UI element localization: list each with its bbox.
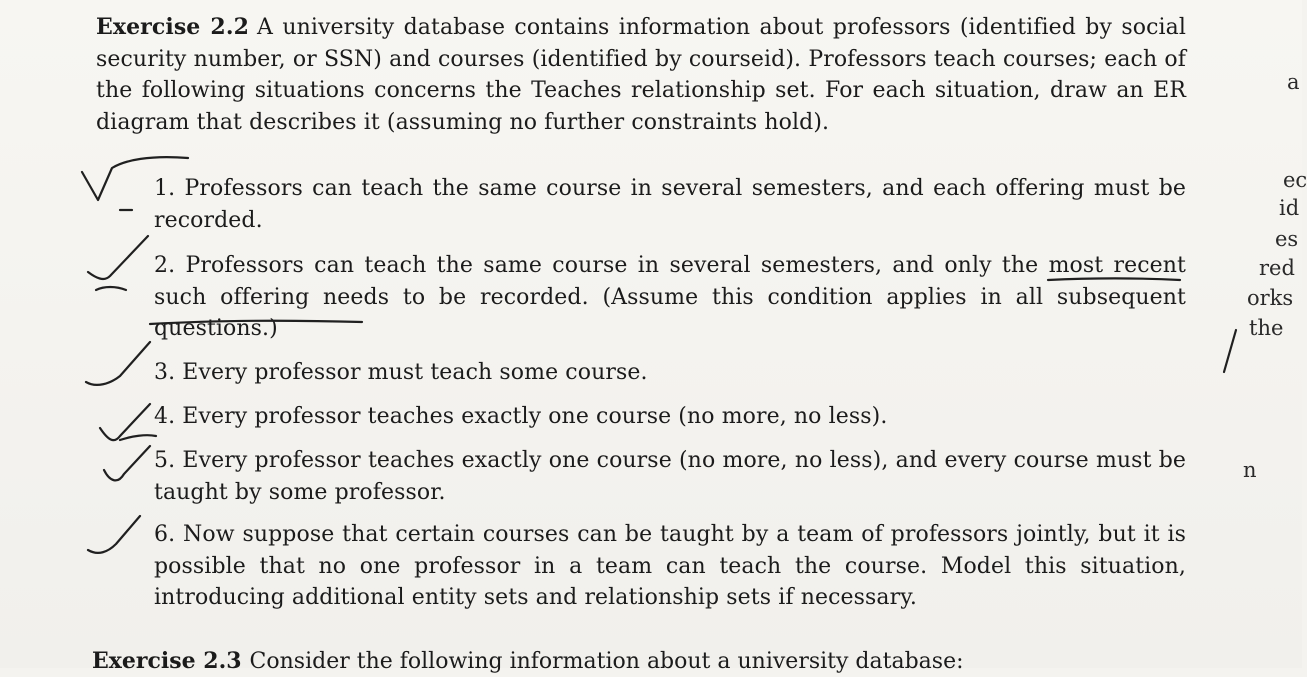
- item-text: Every professor teaches exactly one course (no more, no less), and every course must be taught by some professor.: [154, 448, 1187, 505]
- exercise-item-3: [154, 357, 1186, 389]
- item-number: 5.: [154, 448, 176, 473]
- item-number: 3.: [154, 360, 176, 385]
- margin-fragment: es: [1275, 227, 1299, 251]
- next-exercise: [92, 646, 964, 677]
- scribble-mark-icon: [96, 287, 126, 290]
- overline-mark-icon: [120, 435, 156, 440]
- item-number: 1.: [154, 176, 176, 201]
- item-number: 4.: [154, 404, 176, 429]
- exercise-text: A university database contains information about professors (identified by social security number, or SSN) and courses (identified by courseid). Professors teach courses; each of the following situations concerns the Teaches relationship set. For each situation, draw an ER diagram that describes it (assuming no further constraints hold).: [96, 15, 1186, 135]
- next-exercise-text: Consider the following information about a university database:: [249, 649, 964, 674]
- margin-fragment: ec: [1283, 168, 1307, 192]
- item-number: 2.: [154, 253, 176, 278]
- exercise-item-6: [154, 519, 1186, 614]
- item-number: 6.: [154, 522, 176, 547]
- next-exercise-label: Exercise 2.3: [92, 648, 242, 674]
- item-text: Now suppose that certain courses can be taught by a team of professors jointly, but it is possible that no one professor in a team can teach the course. Model this situation, introducing additional entity sets and relationship sets if necessary.: [154, 522, 1186, 610]
- exercise-item-4: [154, 401, 1186, 433]
- margin-fragment: a: [1287, 70, 1300, 94]
- check-mark-icon: [86, 342, 150, 385]
- margin-fragment: the: [1249, 316, 1284, 340]
- exercise-item-5: [154, 445, 1186, 508]
- check-mark-icon: [88, 236, 148, 279]
- check-mark-icon: [88, 516, 140, 553]
- margin-fragment: n: [1243, 458, 1257, 482]
- check-mark-icon: [104, 446, 150, 480]
- exercise-intro: [96, 12, 1186, 138]
- item-text: Every professor must teach some course.: [182, 360, 648, 385]
- margin-fragment: orks: [1247, 286, 1294, 310]
- exercise-label: Exercise 2.2: [96, 14, 249, 40]
- item-text: Professors can teach the same course in several semesters, and each offering must be recorded.: [154, 176, 1187, 233]
- item-text: Professors can teach the same course in several semesters, and only the most recent such offering needs to be recorded. (Assume this condition applies in all subsequent questions.): [154, 253, 1186, 341]
- margin-stroke-icon: [1224, 330, 1236, 372]
- exercise-item-1: [154, 173, 1186, 236]
- item-text: Every professor teaches exactly one course (no more, no less).: [182, 404, 888, 429]
- exercise-item-2: [154, 250, 1186, 345]
- check-mark-icon: [100, 404, 150, 440]
- margin-fragment: id: [1279, 196, 1300, 220]
- margin-fragment: red: [1259, 256, 1295, 280]
